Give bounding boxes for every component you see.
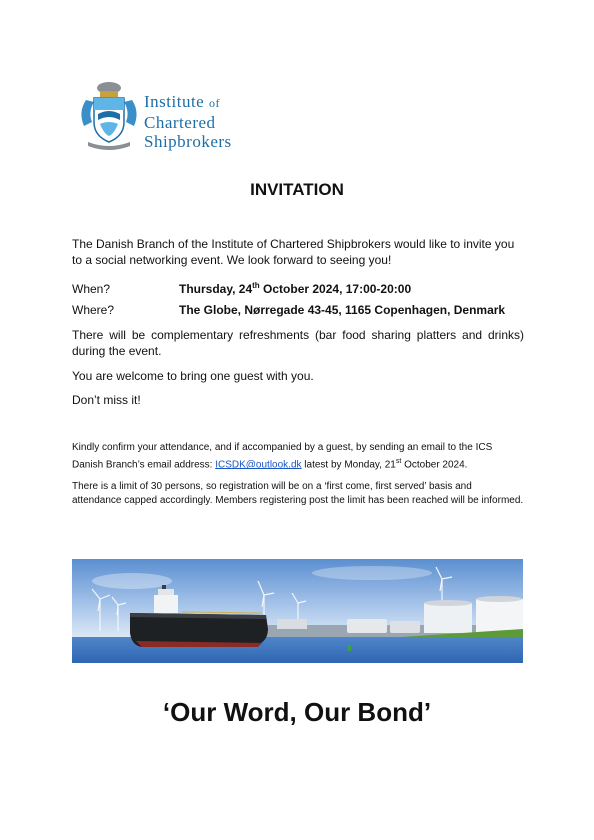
motto: ‘Our Word, Our Bond’ [162, 697, 432, 727]
logo-line-3: Shipbrokers [144, 132, 232, 151]
logo-line-2: Chartered [144, 113, 216, 132]
guest-text: You are welcome to bring one guest with you. [72, 369, 314, 383]
tanker-harbour-image [72, 559, 523, 663]
email-link[interactable]: ICSDK@outlook.dk [215, 459, 302, 471]
limit-text: There is a limit of 30 persons, so registration will be on a ‘first come, first served’ basis and attendance capped accordingly. Members registering post the limit has been reached will be informed. [72, 481, 524, 506]
dont-miss-text: Don’t miss it! [72, 393, 141, 407]
when-value: Thursday, 24th October 2024, 17:00-20:00 [179, 281, 412, 296]
harbour-photo [72, 559, 523, 663]
intro-text: The Danish Branch of the Institute of Chartered Shipbrokers would like to invite you to a social networking event. We look forward to seeing you! [72, 237, 515, 267]
where-value: The Globe, Nørregade 43-45, 1165 Copenhagen, Denmark [179, 303, 506, 317]
where-label: Where? [72, 303, 115, 317]
coat-of-arms-icon [76, 78, 142, 152]
page-title: INVITATION [250, 180, 344, 199]
refreshments-text: There will be complementary refreshments (bar food sharing platters and drinks) during the event. [72, 328, 524, 358]
when-label: When? [72, 282, 111, 296]
logo-line-1: Institute of [144, 92, 220, 111]
confirm-text: Kindly confirm your attendance, and if accompanied by a guest, by sending an email to the ICS Danish Branch’s email address: ICSDK@outlook.dk latest by Monday, 21st October 2024. [72, 442, 493, 471]
ics-logo [76, 78, 246, 152]
where-row [72, 302, 505, 318]
when-row [72, 278, 411, 297]
